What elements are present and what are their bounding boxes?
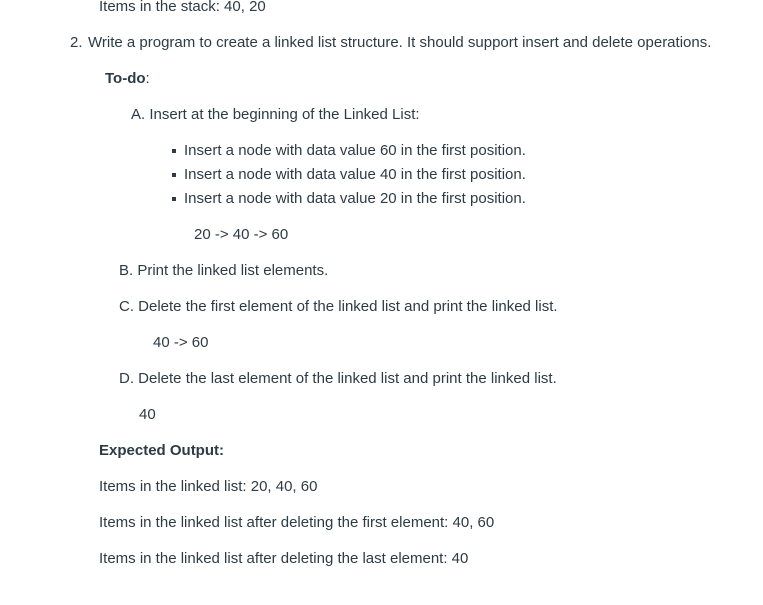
todo-heading-colon: : <box>145 70 150 87</box>
expected-output-line: Items in the linked list: 20, 40, 60 <box>99 478 318 495</box>
section-b-title: B. Print the linked list elements. <box>119 262 329 279</box>
todo-heading-label: To-do <box>105 70 146 87</box>
section-d-result: 40 <box>139 406 156 423</box>
bullet-item: Insert a node with data value 20 in the first position. <box>184 190 526 207</box>
section-a-title: A. Insert at the beginning of the Linked List: <box>131 106 420 123</box>
question-text: Write a program to create a linked list structure. It should support insert and delete operations. <box>88 34 712 51</box>
bullet-marker <box>172 197 176 201</box>
stack-items-line: Items in the stack: 40, 20 <box>99 0 266 15</box>
bullet-item: Insert a node with data value 40 in the first position. <box>184 166 526 183</box>
bullet-item: Insert a node with data value 60 in the first position. <box>184 142 526 159</box>
expected-output-line: Items in the linked list after deleting the last element: 40 <box>99 550 469 567</box>
expected-output-heading: Expected Output: <box>99 442 225 459</box>
bullet-marker <box>172 149 176 153</box>
question-number: 2. <box>70 34 83 51</box>
section-d-title: D. Delete the last element of the linked list and print the linked list. <box>119 370 557 387</box>
bullet-marker <box>172 173 176 177</box>
expected-output-line: Items in the linked list after deleting the first element: 40, 60 <box>99 514 495 531</box>
section-c-title: C. Delete the first element of the linked list and print the linked list. <box>119 298 558 315</box>
section-c-result: 40 -> 60 <box>153 334 209 351</box>
todo-heading <box>105 70 150 88</box>
section-a-result: 20 -> 40 -> 60 <box>194 226 289 243</box>
